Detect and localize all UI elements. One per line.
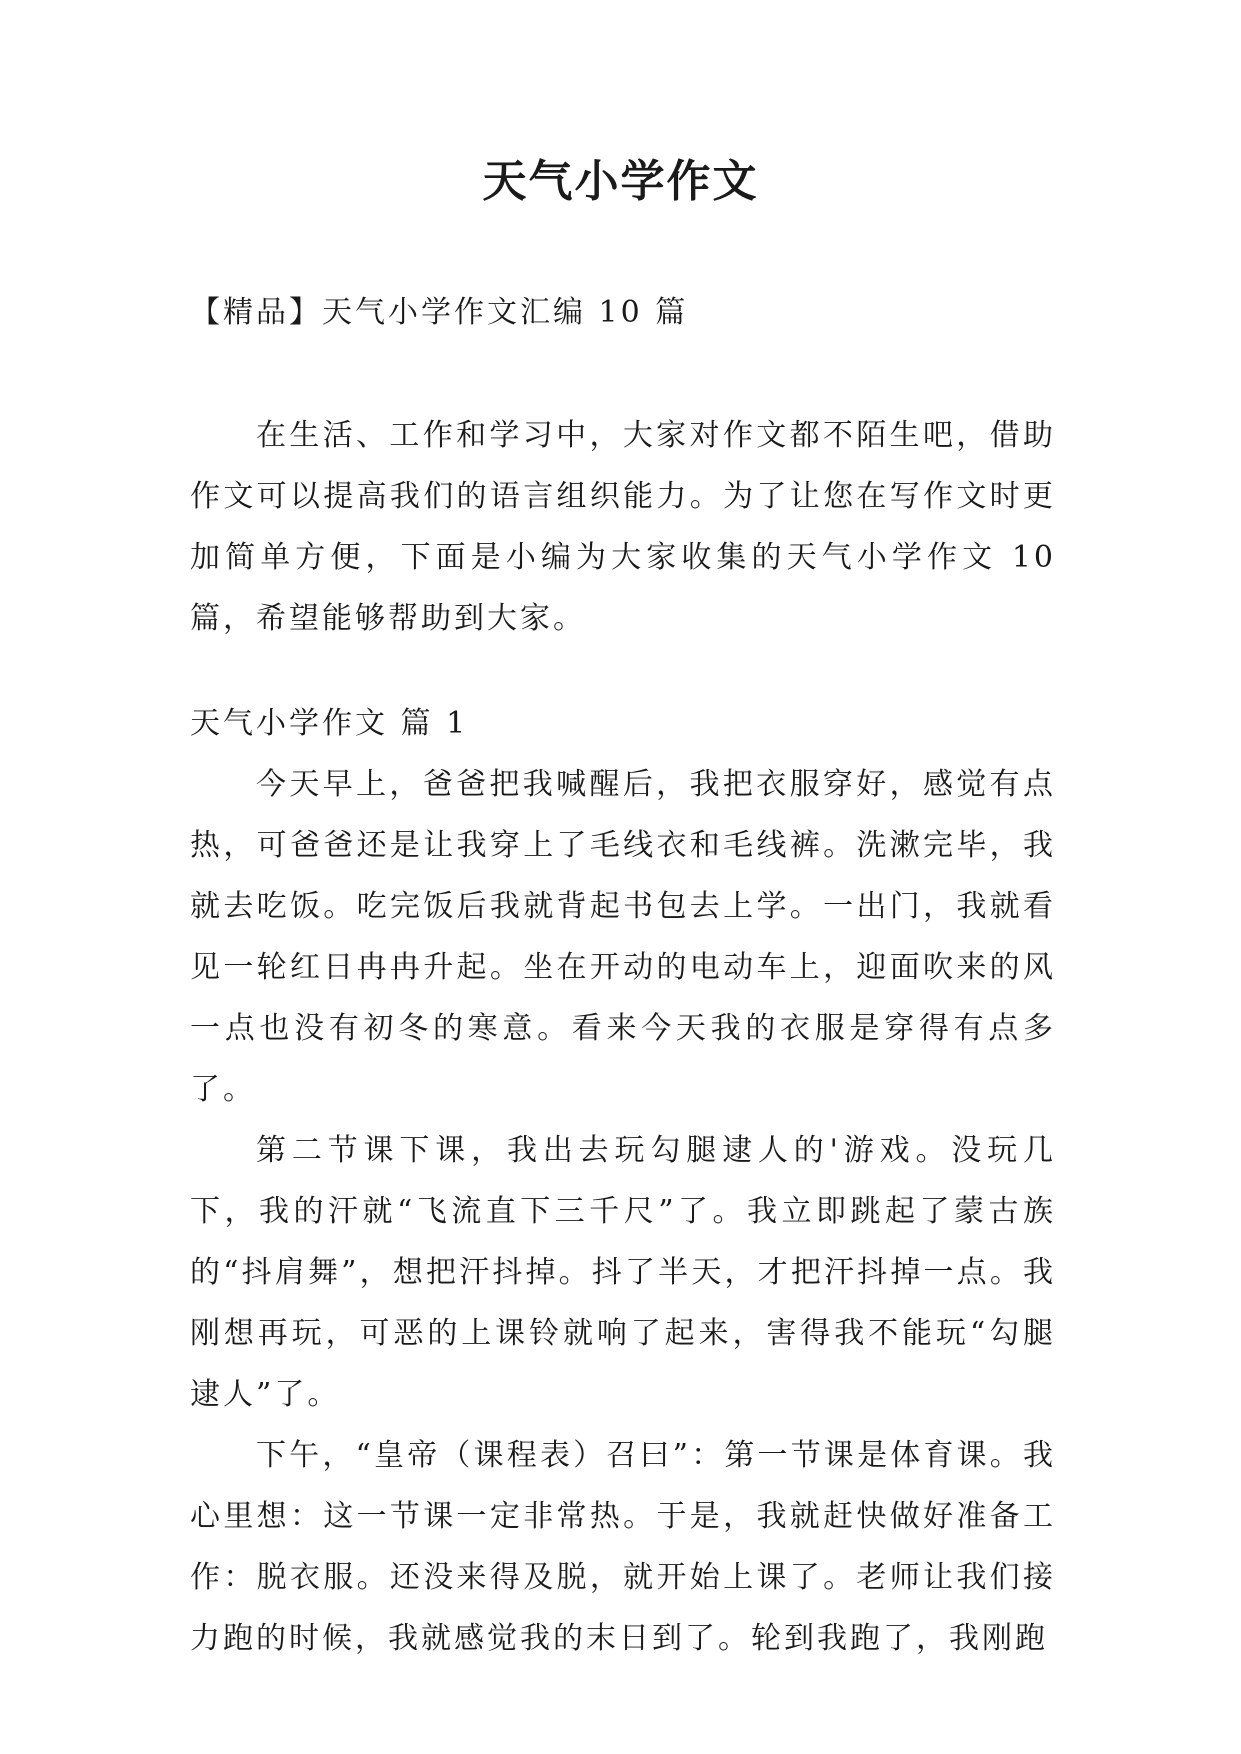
essay-heading: 天气小学作文 篇 1 [190,706,469,741]
document-title: 天气小学作文 [482,156,759,207]
essay-paragraph: 下午，“皇帝（课程表）召曰”：第一节课是体育课。我心里想：这一节课一定非常热。于是，我就赶快做好准备工作：脱衣服。还没来得及脱，就开始上课了。老师让我们接力跑的时候，我就感觉我的末日到了。轮到我跑了，我刚跑 [190,1438,1056,1656]
essay-section [190,693,1056,1669]
intro-paragraph: 在生活、工作和学习中，大家对作文都不陌生吧，借助作文可以提高我们的语言组织能力。为了让您在写作文时更加简单方便，下面是小编为大家收集的天气小学作文 10 篇，希望能够帮助到大家。 [190,418,1056,636]
essay-paragraph: 第二节课下课，我出去玩勾腿逮人的'游戏。没玩几下，我的汗就“飞流直下三千尺”了。我立即跳起了蒙古族的“抖肩舞”，想把汗抖掉。抖了半天，才把汗抖掉一点。我刚想再玩，可恶的上课铃就响了起来，害得我不能玩“勾腿逮人”了。 [190,1133,1056,1412]
essay-paragraph: 今天早上，爸爸把我喊醒后，我把衣服穿好，感觉有点热，可爸爸还是让我穿上了毛线衣和毛线裤。洗漱完毕，我就去吃饭。吃完饭后我就背起书包去上学。一出门，我就看见一轮红日冉冉升起。坐在开动的电动车上，迎面吹来的风一点也没有初冬的寒意。看来今天我的衣服是穿得有点多了。 [190,767,1056,1107]
document-subtitle: 【精品】天气小学作文汇编 10 篇 [190,295,689,330]
